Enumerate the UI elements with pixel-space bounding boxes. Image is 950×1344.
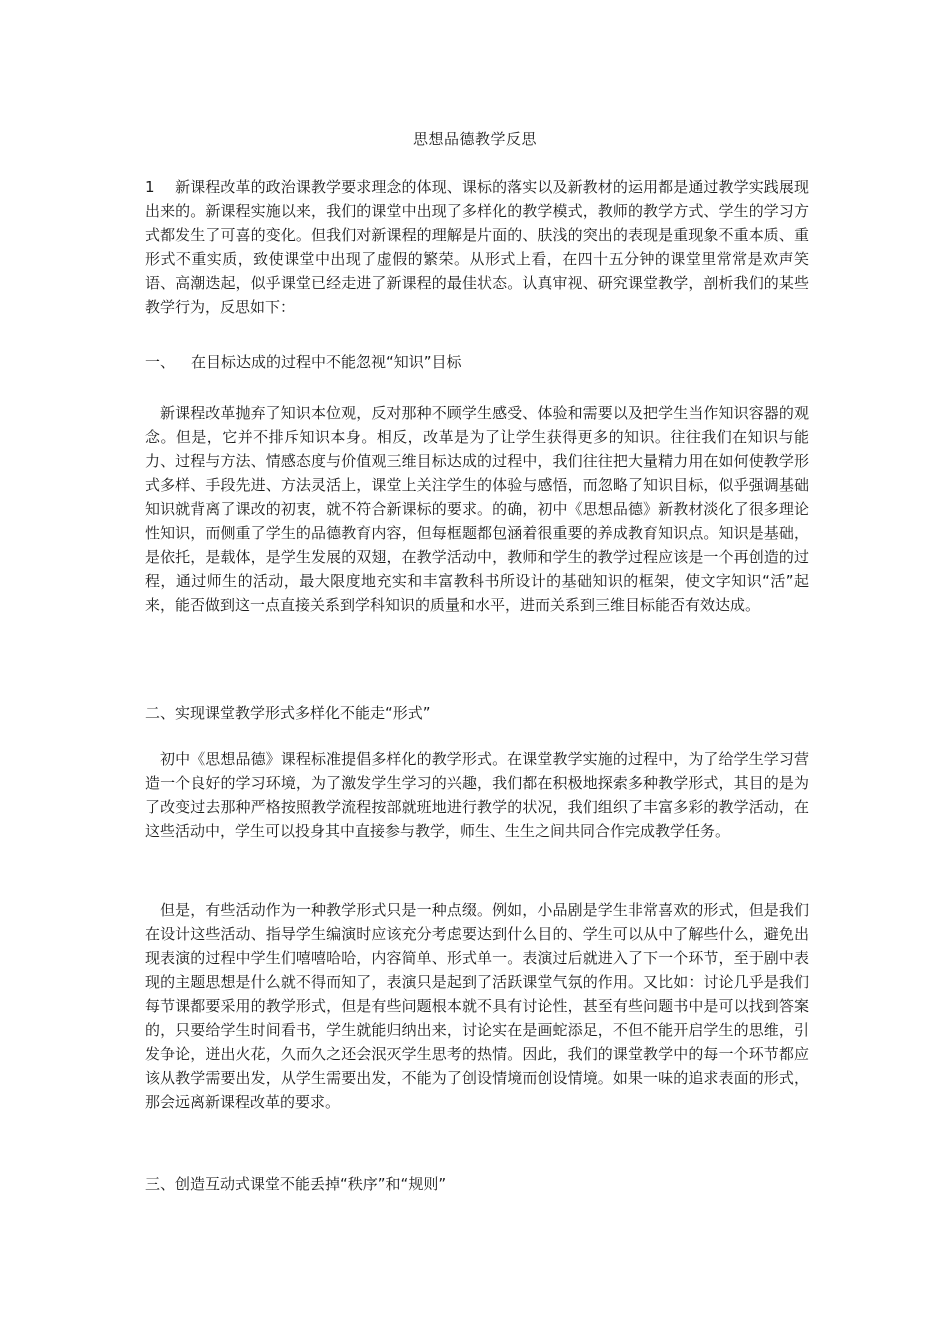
intro-paragraph xyxy=(145,175,809,319)
section-2-heading: 二、实现课堂教学形式多样化不能走“形式” xyxy=(145,704,431,722)
section-1-number: 一、 xyxy=(145,353,176,371)
section-1-paragraph: 新课程改革抛弃了知识本位观，反对那种不顾学生感受、体验和需要以及把学生当作知识容器的观念。但是，它并不排斥知识本身。相反，改革是为了让学生获得更多的知识。往往我们在知识与能力、过程与方法、情感态度与价值观三维目标达成的过程中，我们往往把大量精力用在如何使教学形式多样、手段先进、方法灵活上，课堂上关注学生的体验与感悟，而忽略了知识目标，似乎强调基础知识就背离了课改的初衷，就不符合新课标的要求。的确，初中《思想品德》新教材淡化了很多理论性知识，而侧重了学生的品德教育内容，但每框题都包涵着很重要的养成教育知识点。知识是基础，是依托，是载体，是学生发展的双翅，在教学活动中，教师和学生的教学过程应该是一个再创造的过程，通过师生的活动，最大限度地充实和丰富教科书所设计的基础知识的框架，使文字知识“活”起来，能否做到这一点直接关系到学科知识的质量和水平，进而关系到三维目标能否有效达成。 xyxy=(145,404,809,614)
document-title: 思想品德教学反思 xyxy=(412,130,537,148)
section-2-paragraph-2: 但是，有些活动作为一种教学形式只是一种点缀。例如，小品剧是学生非常喜欢的形式，但是我们在设计这些活动、指导学生编演时应该充分考虑要达到什么目的、学生可以从中了解些什么，避免出现表演的过程中学生们嘻嘻哈哈，内容简单、形式单一。表演过后就进入了下一个环节，至于剧中表现的主题思想是什么就不得而知了，表演只是起到了活跃课堂气氛的作用。又比如：讨论几乎是我们每节课都要采用的教学形式，但是有些问题根本就不具有讨论性，甚至有些问题书中是可以找到答案的，只要给学生时间看书，学生就能归纳出来，讨论实在是画蛇添足，不但不能开启学生的思维，引发争论，迸出火花，久而久之还会泯灭学生思考的热情。因此，我们的课堂教学中的每一个环节都应该从教学需要出发，从学生需要出发，不能为了创设情境而创设情境。如果一味的追求表面的形式，那会远离新课程改革的要求。 xyxy=(145,901,809,1111)
intro-number: 1 xyxy=(145,178,155,196)
section-1-heading-text: 在目标达成的过程中不能忽视“知识”目标 xyxy=(191,353,462,371)
section-1-heading xyxy=(145,351,809,373)
section-2-paragraph-1: 初中《思想品德》课程标准提倡多样化的教学形式。在课堂教学实施的过程中，为了给学生学习营造一个良好的学习环境，为了激发学生学习的兴趣，我们都在积极地探索多种教学形式，其目的是为了改变过去那种严格按照教学流程按部就班地进行教学的状况，我们组织了丰富多彩的教学活动，在这些活动中，学生可以投身其中直接参与教学，师生、生生之间共同合作完成教学任务。 xyxy=(145,750,809,840)
intro-text: 新课程改革的政治课教学要求理念的体现、课标的落实以及新教材的运用都是通过教学实践展现出来的。新课程实施以来，我们的课堂中出现了多样化的教学模式，教师的教学方式、学生的学习方式都发生了可喜的变化。但我们对新课程的理解是片面的、肤浅的突出的表现是重现象不重本质、重形式不重实质，致使课堂中出现了虚假的繁荣。从形式上看，在四十五分钟的课堂里常常是欢声笑语、高潮迭起，似乎课堂已经走进了新课程的最佳状态。认真审视、研究课堂教学，剖析我们的某些教学行为，反思如下： xyxy=(145,178,809,316)
section-3-heading: 三、创造互动式课堂不能丢掉“秩序”和“规则” xyxy=(145,1175,447,1193)
